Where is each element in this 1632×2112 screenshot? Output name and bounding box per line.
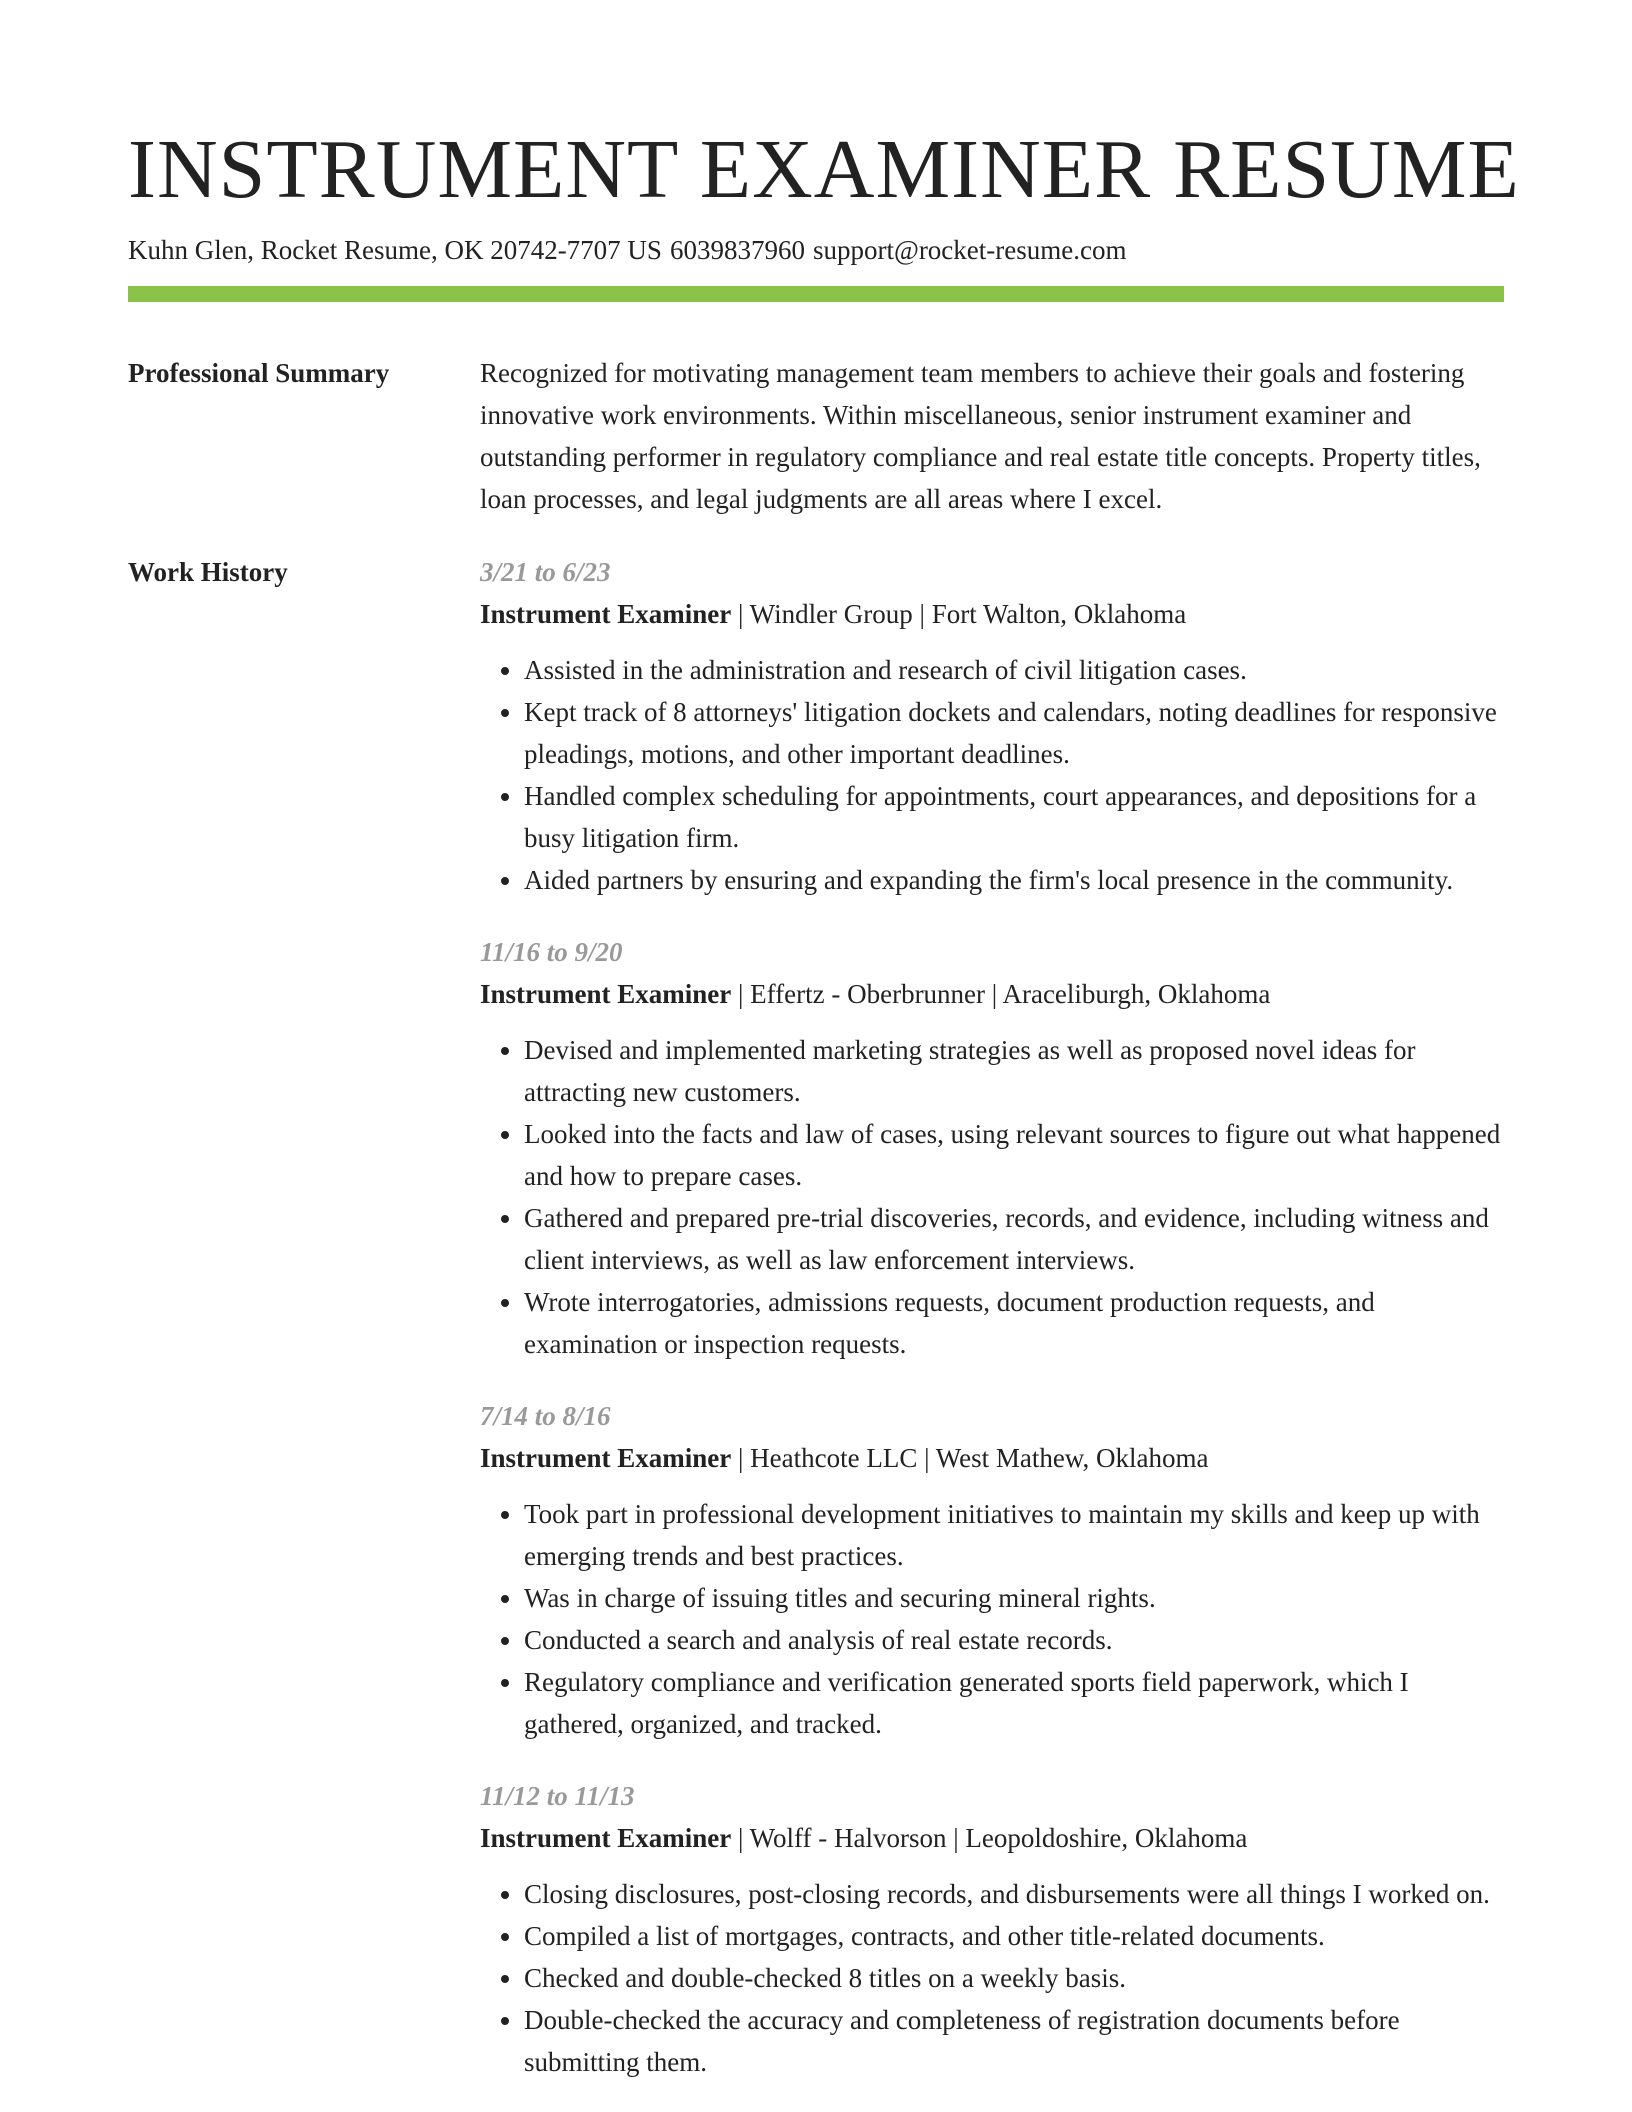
job-title: Instrument Examiner [480, 1823, 732, 1853]
separator: | [738, 599, 750, 629]
work-history-body [480, 551, 1504, 2112]
job-location: West Mathew, Oklahoma [935, 1443, 1209, 1473]
job-bullet: • Handled complex scheduling for appointments, court appearances, and depositions for a busy litigation firm. [524, 775, 1504, 859]
resume-title: INSTRUMENT EXAMINER RESUME [128, 123, 1520, 216]
job-bullet: • Conducted a search and analysis of real estate records. [524, 1619, 1504, 1661]
job-dates: 11/12 to 11/13 [480, 1781, 635, 1811]
job-company: Windler Group [749, 599, 913, 629]
job-bullets [480, 1029, 1504, 1365]
job-bullet: • Gathered and prepared pre-trial discoveries, records, and evidence, including witness and client interviews, as well as law enforcement interviews. [524, 1197, 1504, 1281]
separator: | [738, 979, 751, 1009]
job-bullet: • Looked into the facts and law of cases, using relevant sources to figure out what happened and how to prepare cases. [524, 1113, 1504, 1197]
job-title: Instrument Examiner [480, 979, 732, 1009]
job-bullet: • Aided partners by ensuring and expanding the firm's local presence in the community. [524, 859, 1504, 901]
header-divider [128, 286, 1504, 302]
job-bullet: • Wrote interrogatories, admissions requests, document production requests, and examination or inspection requests. [524, 1281, 1504, 1365]
separator: | [924, 1443, 936, 1473]
job-bullet: • Kept track of 8 attorneys' litigation dockets and calendars, noting deadlines for responsive pleadings, motions, and other important deadlines. [524, 691, 1504, 775]
job-entry [480, 931, 1504, 1365]
job-bullet: • Regulatory compliance and verification generated sports field paperwork, which I gathered, organized, and tracked. [524, 1661, 1504, 1745]
contact-line [128, 232, 1504, 268]
job-title: Instrument Examiner [480, 1443, 732, 1473]
job-bullet: • Double-checked the accuracy and completeness of registration documents before submitting them. [524, 1999, 1504, 2083]
job-company: Heathcote LLC [750, 1443, 918, 1473]
job-location: Fort Walton, Oklahoma [931, 599, 1187, 629]
job-bullet: • Compiled a list of mortgages, contracts, and other title-related documents. [524, 1915, 1504, 1957]
job-title: Instrument Examiner [480, 599, 732, 629]
separator: | [991, 979, 1003, 1009]
job-entry [480, 551, 1504, 901]
job-bullet: • Assisted in the administration and research of civil litigation cases. [524, 649, 1504, 691]
summary-heading: Professional Summary [128, 358, 390, 388]
contact-email: support@rocket-resume.com [812, 235, 1127, 265]
job-entry [480, 1395, 1504, 1745]
resume-header [128, 120, 1520, 268]
contact-phone: 6039837960 [669, 235, 805, 265]
separator: | [738, 1443, 751, 1473]
job-bullets [480, 1873, 1504, 2083]
job-heading [480, 973, 1504, 1015]
separator: | [738, 1823, 750, 1853]
job-bullet: • Devised and implemented marketing strategies as well as proposed novel ideas for attracting new customers. [524, 1029, 1504, 1113]
separator: | [919, 599, 932, 629]
job-heading [480, 1817, 1504, 1859]
job-company: Wolff - Halvorson [749, 1823, 947, 1853]
job-company: Effertz - Oberbrunner [750, 979, 986, 1009]
job-entry [480, 1775, 1504, 2083]
separator: | [953, 1823, 966, 1853]
job-bullets [480, 1493, 1504, 1745]
job-bullet: • Took part in professional development initiatives to maintain my skills and keep up with emerging trends and best practices. [524, 1493, 1504, 1577]
job-bullets [480, 649, 1504, 901]
summary-body [480, 352, 1504, 520]
job-dates: 7/14 to 8/16 [480, 1401, 611, 1431]
job-dates: 11/16 to 9/20 [480, 937, 623, 967]
work-history-heading: Work History [128, 557, 288, 587]
summary-text: Recognized for motivating management team members to achieve their goals and fostering innovative work environments. Within miscellaneous, senior instrument examiner and outstanding performer in regulatory compliance and real estate title concepts. Property titles, loan processes, and legal judgments are all areas where I excel. [480, 358, 1481, 514]
job-heading [480, 1437, 1504, 1479]
job-bullet: • Checked and double-checked 8 titles on a weekly basis. [524, 1957, 1504, 1999]
contact-address: Kuhn Glen, Rocket Resume, OK 20742-7707 US [128, 235, 662, 265]
job-dates: 3/21 to 6/23 [480, 557, 611, 587]
job-bullet: • Closing disclosures, post-closing records, and disbursements were all things I worked on. [524, 1873, 1504, 1915]
job-location: Araceliburgh, Oklahoma [1002, 979, 1271, 1009]
job-bullet: • Was in charge of issuing titles and securing mineral rights. [524, 1577, 1504, 1619]
job-heading [480, 593, 1504, 635]
job-location: Leopoldoshire, Oklahoma [965, 1823, 1248, 1853]
